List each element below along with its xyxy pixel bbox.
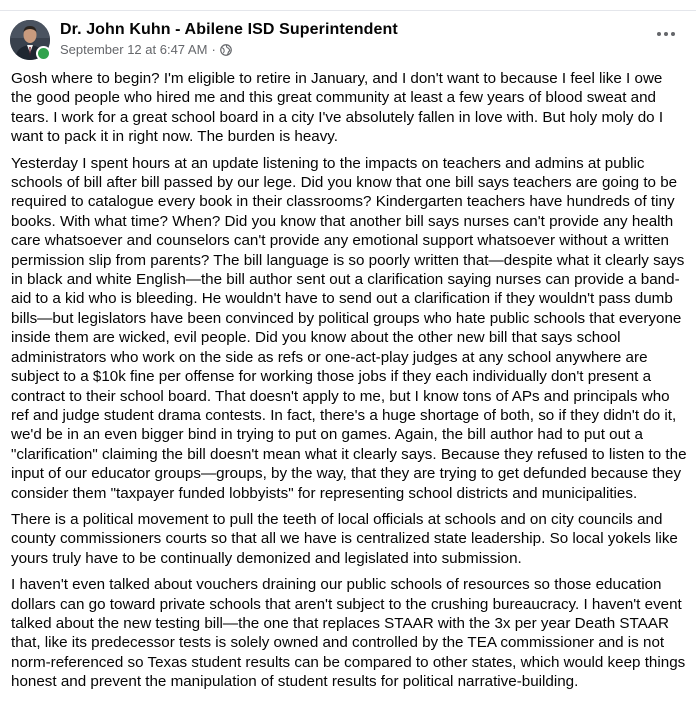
post-timestamp[interactable]: September 12 at 6:47 AM — [60, 42, 208, 57]
post-paragraph: Yesterday I spent hours at an update listening to the impacts on teachers and admins at public schools of bill after bill passed by our lege. Did you know that one bill says teachers are going to be required to catalogue every book in their classrooms? Kindergarten teachers have hundreds of tiny books. With what time? When? Did you know that another bill says nurses can't provide any health care whatsoever and counselors can't provide any emotional support whatsoever without a written permission slip from parents? The bill language is so poorly written that—despite what it clearly says in black and white English—the bill author sent out a clarification saying nurses can provide a band-aid to a kid who is bleeding. He wouldn't have to send out a clarification if they wouldn't pass dumb bills—but legislators have been convinced by political groups who hate public schools that everyone inside them are wicked, evil people. Did you know about the other new bill that says school administrators who work on the side as refs or one-act-play judges at any school anywhere are subject to a $10k fine per offense for working those jobs if they each individually don't present a contract to their school board. That doesn't apply to me, but I know tons of APs and principals who ref and judge student drama contests. In fact, there's a huge shortage of both, so if they didn't do it, we'd be in an even bigger bind in trying to put on games. Again, the bill author had to put out a "clarification" claiming the bill doesn't mean what it clearly says. Because they refused to listen to the input of our educator groups—groups, by the way, that they are trying to get defunded because they consider them "taxpayer funded lobbyists" for representing school districts and municipalities. — [11, 154, 687, 502]
post-paragraph: I haven't even talked about vouchers draining our public schools of resources so those education dollars can go toward private schools that aren't subject to the crushing bureaucracy. I haven't event talked about the new testing bill—the one that replaces STAAR with the 3x per year Death STAAR that, like its predecessor tests is solely owned and controlled by the TEA commissioner and is not norm-referenced so Texas student results can be compared to other states, which would keep things honest and prevent the manipulation of student results for political narrative-building. — [11, 576, 686, 691]
author-avatar[interactable] — [10, 20, 50, 60]
post-meta — [60, 42, 232, 57]
author-name[interactable]: Dr. John Kuhn - Abilene ISD Superintendent — [60, 21, 398, 38]
top-divider — [0, 0, 696, 11]
more-options-icon — [657, 32, 675, 36]
post-paragraph: There is a political movement to pull the teeth of local officials at schools and on city councils and county commissioners courts so that all we have is centralized state leadership. So local yokels like yours truly have to be continually demonized and legislated into submission. — [11, 510, 678, 567]
globe-icon[interactable] — [220, 44, 232, 56]
post-paragraph: Gosh where to begin? I'm eligible to retire in January, and I don't want to because I feel like I owe the good people who hired me and this great community at least a few years of blood sweat and tears. I work for a great school board in a city I've absolutely fallen in love with. But holy moly do I want to pack it in right now. The burden is heavy. — [11, 70, 664, 146]
meta-separator: · — [211, 42, 216, 57]
online-status-indicator — [36, 46, 51, 61]
post-header — [10, 20, 686, 64]
more-options-button[interactable] — [652, 26, 680, 42]
post-body — [11, 69, 687, 699]
